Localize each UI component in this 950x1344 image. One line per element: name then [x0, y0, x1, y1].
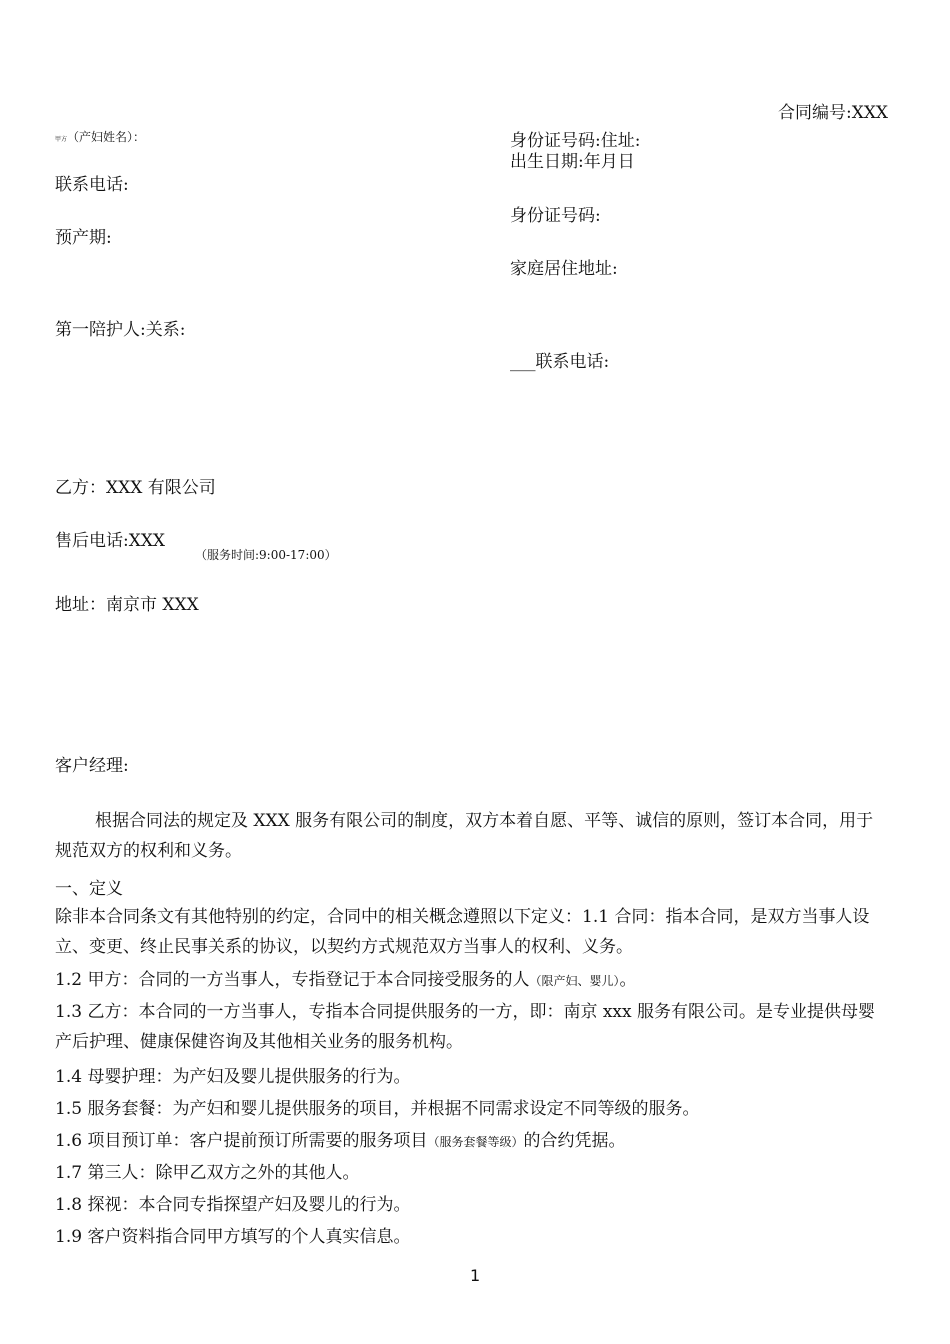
definition-1-4: 1.4 母婴护理：为产妇及婴儿提供服务的行为。: [55, 1067, 411, 1087]
party-a-label: 甲方: [55, 136, 68, 143]
party-b-address: 地址：南京市 XXX: [55, 595, 199, 615]
birth-date-label: 出生日期:年月日: [510, 152, 635, 172]
service-hours: （服务时间:9:00-17:00）: [195, 548, 337, 562]
definition-1-9: 1.9 客户资料指合同甲方填写的个人真实信息。: [55, 1227, 411, 1247]
companion-label: 第一陪护人:关系:: [55, 320, 186, 340]
definition-1-2-text: 1.2 甲方：合同的一方当事人，专指登记于本合同接受服务的人: [55, 970, 530, 990]
definition-1-2-end: 。: [619, 970, 637, 990]
due-date-label: 预产期:: [55, 228, 112, 248]
definition-1-6: [55, 1126, 890, 1157]
page-number: 1: [470, 1266, 481, 1285]
definitions-intro: 除非本合同条文有其他特别的约定，合同中的相关概念遵照以下定义：1.1 合同：指本合同，是双方当事人设立、变更、终止民事关系的协议，以契约方式规范双方当事人的权利、义务。: [55, 907, 870, 957]
definition-1-6-note: （服务套餐等级）: [427, 1135, 524, 1149]
contract-number: 合同编号:XXX: [778, 103, 889, 123]
definition-1-2-note: （限产妇、婴儿）: [529, 974, 620, 988]
id-address-label: 身份证号码:住址:: [510, 131, 641, 151]
party-b-name: 乙方：XXX 有限公司: [55, 478, 216, 498]
phone-label: 联系电话:: [55, 175, 129, 195]
party-a-name-row: [55, 126, 145, 146]
id-number-label: 身份证号码:: [510, 206, 601, 226]
home-address-label: 家庭居住地址:: [510, 259, 618, 279]
account-manager-label: 客户经理:: [55, 756, 129, 776]
definition-1-6-text: 1.6 项目预订单：客户提前预订所需要的服务项目: [55, 1131, 428, 1151]
companion-phone-label: ___联系电话:: [510, 352, 610, 372]
definition-1-5: 1.5 服务套餐：为产妇和婴儿提供服务的项目，并根据不同需求设定不同等级的服务。: [55, 1099, 700, 1119]
party-a-name-label: （产妇姓名）：: [67, 130, 146, 144]
definition-1-6-end: 的合约凭据。: [523, 1131, 626, 1151]
definition-1-7: 1.7 第三人：除甲乙双方之外的其他人。: [55, 1163, 360, 1183]
aftersales-phone: 售后电话:XXX: [55, 531, 166, 551]
definition-1-8: 1.8 探视：本合同专指探望产妇及婴儿的行为。: [55, 1195, 411, 1215]
definition-1-3: 1.3 乙方：本合同的一方当事人，专指本合同提供服务的一方，即：南京 xxx 服务有限公司。是专业提供母婴产后护理、健康保健咨询及其他相关业务的服务机构。: [55, 1002, 876, 1052]
definition-1-2: [55, 965, 890, 996]
intro-paragraph: 根据合同法的规定及 XXX 服务有限公司的制度，双方本着自愿、平等、诚信的原则，签订本合同，用于规范双方的权利和义务。: [55, 811, 874, 861]
section-1-title: 一、定义: [55, 879, 123, 899]
